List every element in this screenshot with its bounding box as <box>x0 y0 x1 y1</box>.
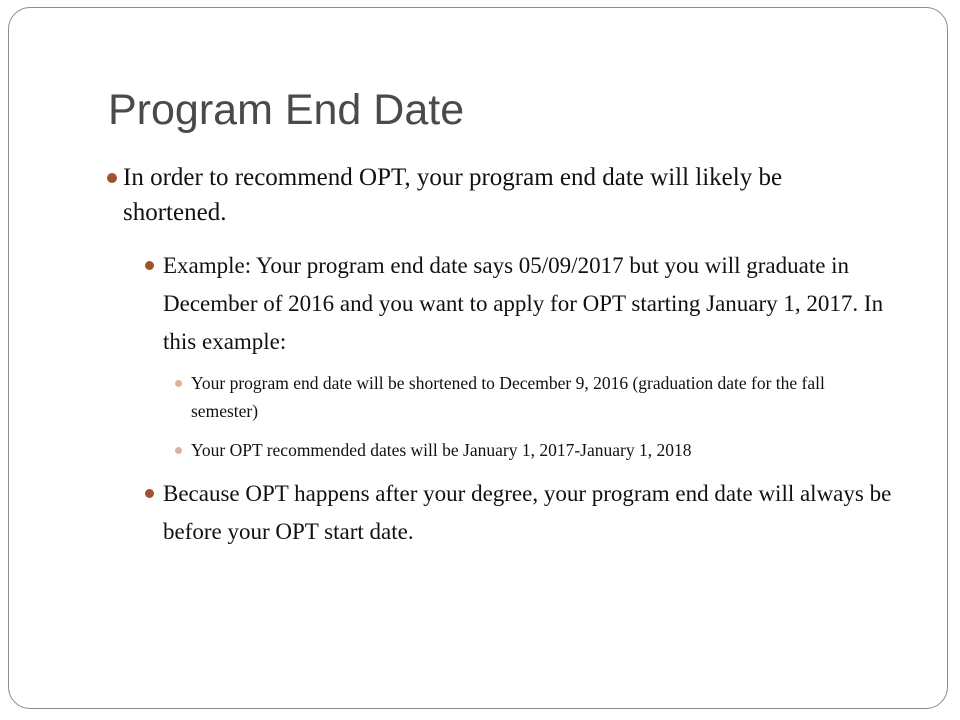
bullet-text: Because OPT happens after your degree, your program end date will always be before your OPT start date. <box>163 481 892 544</box>
bullet-level-3-recommended-dates <box>191 436 891 464</box>
bullet-dot-icon <box>175 380 182 387</box>
bullet-level-2-example <box>163 247 903 361</box>
bullet-dot-icon <box>145 261 154 270</box>
bullet-text: Your program end date will be shortened to December 9, 2016 (graduation date for the fall semester) <box>191 373 825 421</box>
bullet-level-1-opt-recommend <box>123 160 883 230</box>
bullet-text: In order to recommend OPT, your program end date will likely be shortened. <box>123 164 783 226</box>
bullet-dot-icon <box>145 489 154 498</box>
bullet-text: Your OPT recommended dates will be January 1, 2017-January 1, 2018 <box>191 440 692 460</box>
bullet-level-3-shortened-date <box>191 369 891 425</box>
slide-title: Program End Date <box>108 86 465 134</box>
bullet-dot-icon <box>107 173 117 183</box>
bullet-dot-icon <box>175 447 182 454</box>
bullet-text: Example: Your program end date says 05/09/2017 but you will graduate in December of 2016 and you want to apply for OPT starting January 1, 2017. In this example: <box>163 253 884 354</box>
bullet-level-2-opt-after-degree <box>163 475 903 551</box>
